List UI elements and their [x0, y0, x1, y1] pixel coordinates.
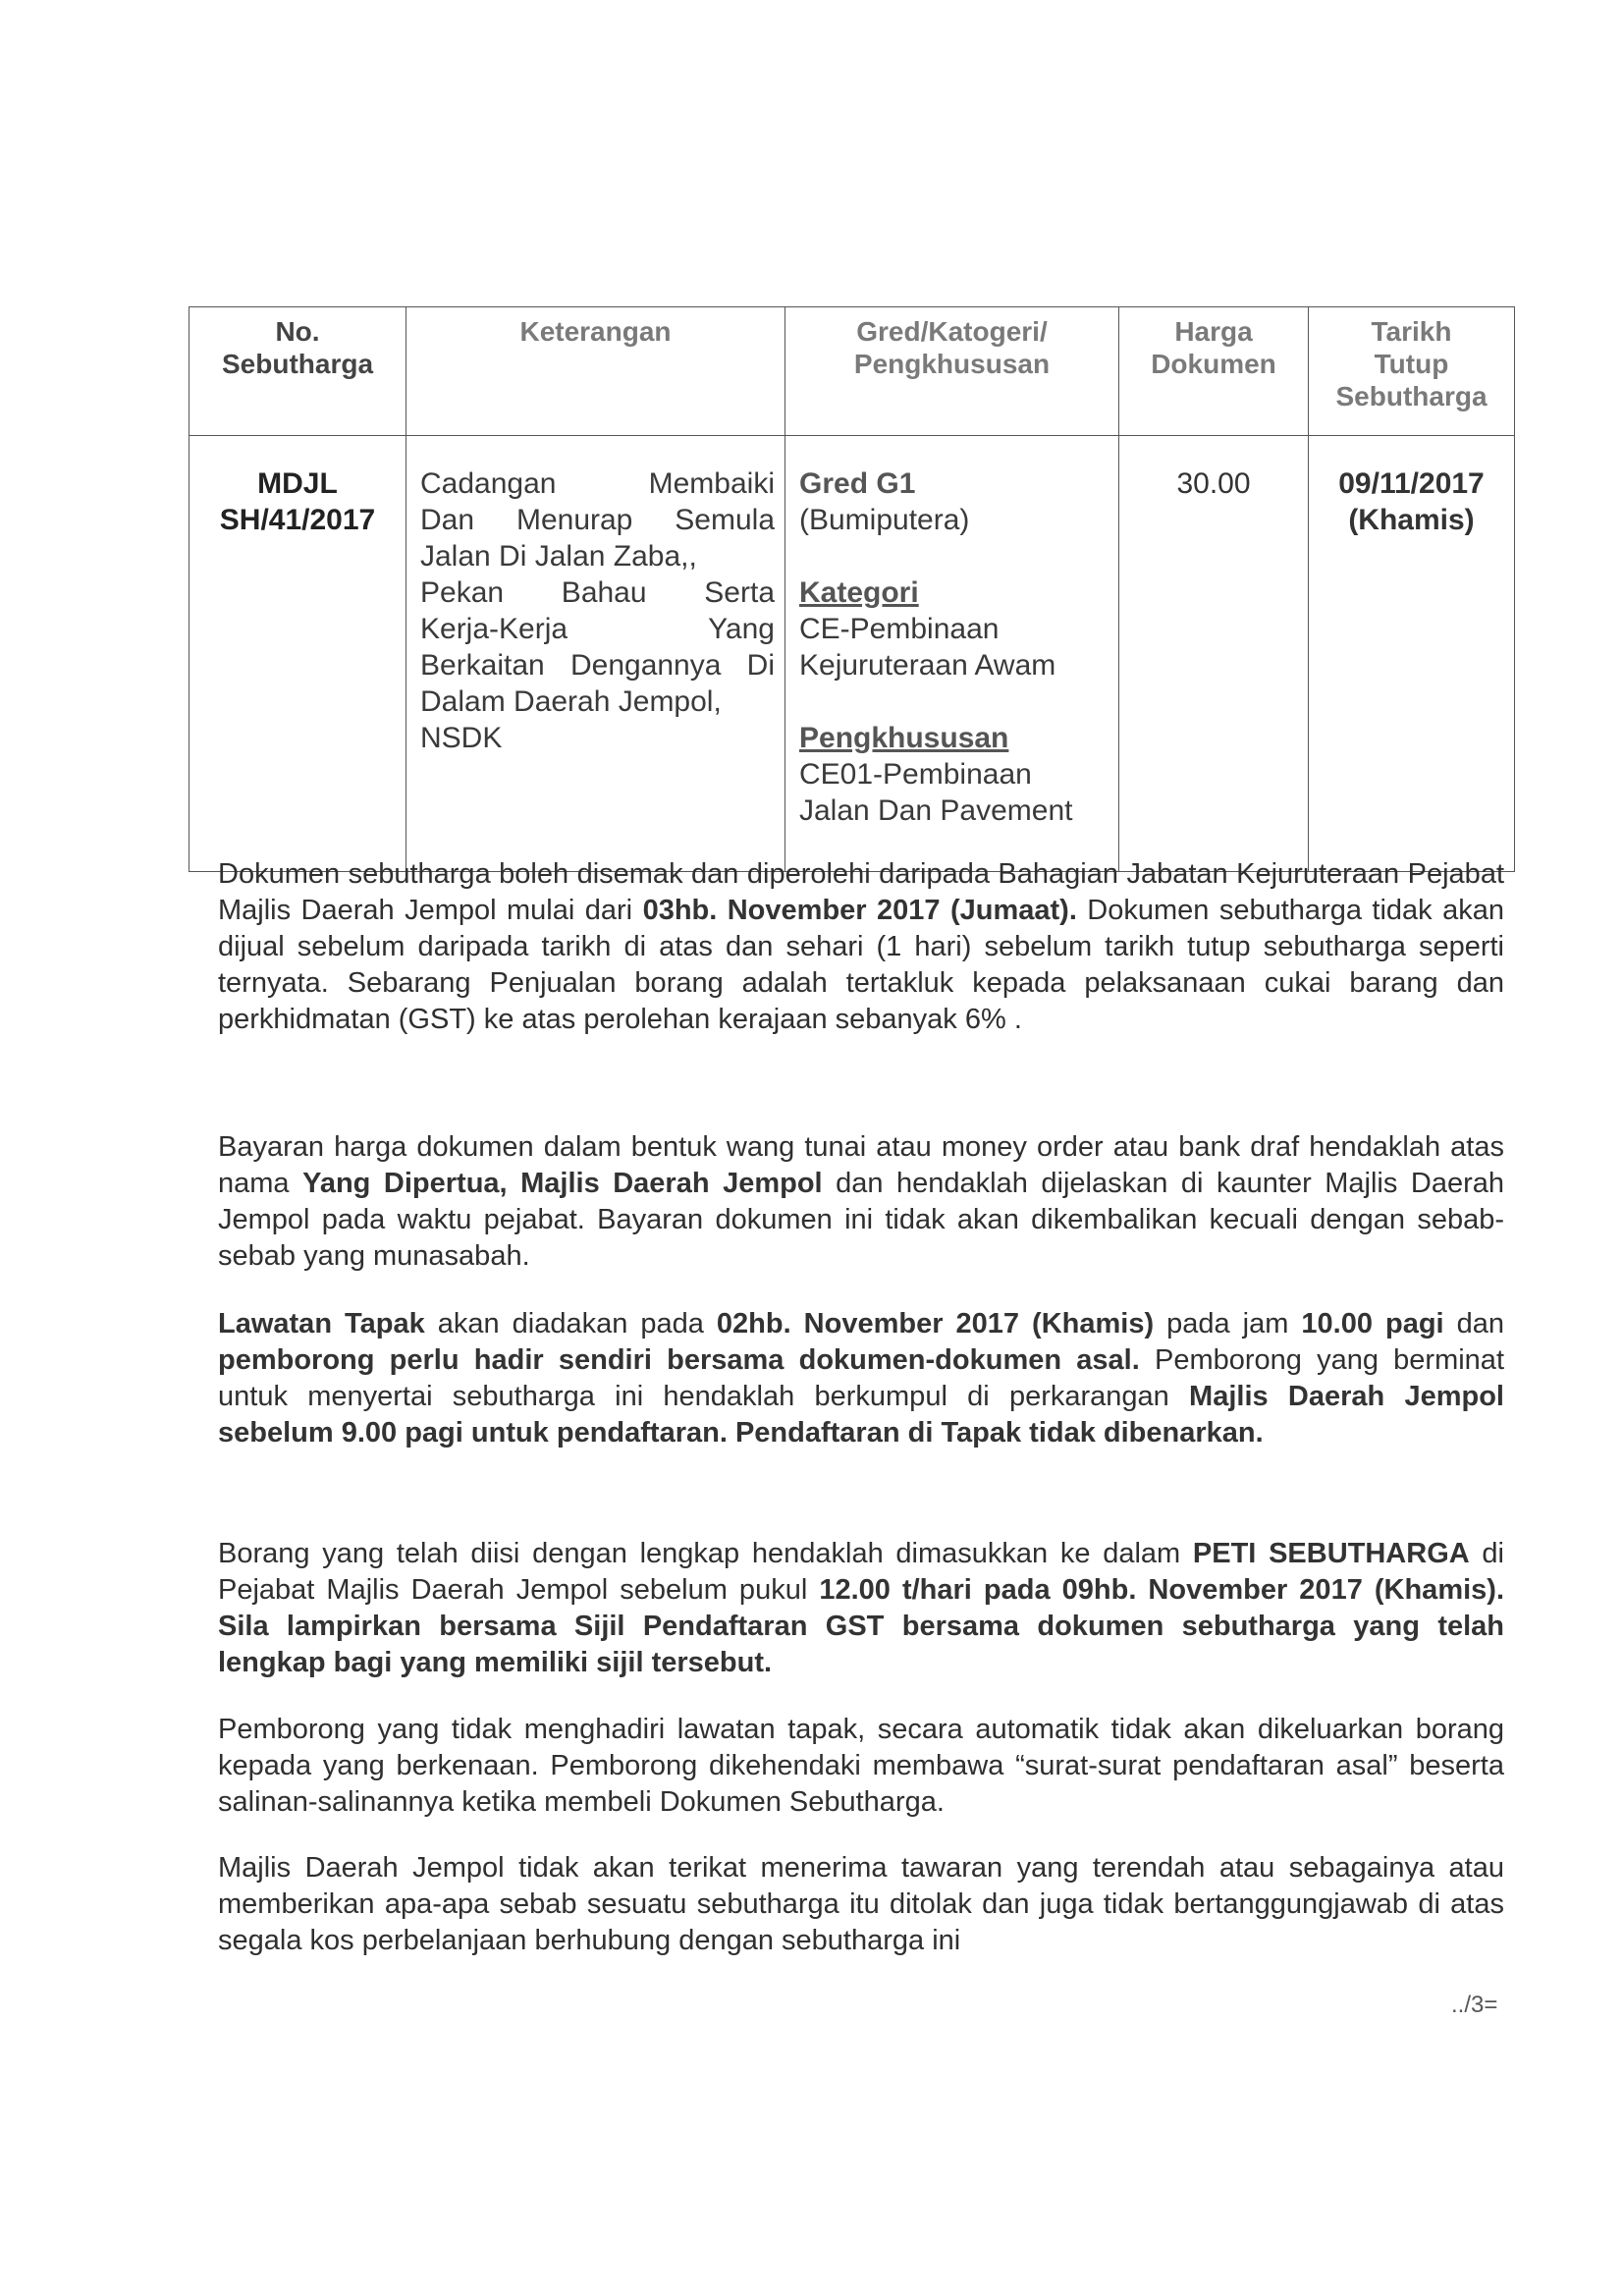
- paragraph-requirements: Pemborong yang tidak menghadiri lawatan tapak, secara automatik tidak akan dikeluarkan borang kepada yang berkenaan. Pemborong dikehendaki membawa “surat-surat pendaftaran asal” beserta salinan-salinannya ketika membeli Dokumen Sebutharga.: [218, 1714, 1504, 1818]
- cell-no-sebutharga: MDJL SH/41/2017: [189, 436, 406, 872]
- cell-keterangan: Cadangan Membaiki Dan Menurap Semula Jalan Di Jalan Zaba,, Pekan Bahau Serta Kerja-Kerja Yang Berkaitan Dengannya Di Dalam Daerah Jempol, NSDK: [406, 436, 785, 872]
- paragraph-disclaimer: Majlis Daerah Jempol tidak akan terikat menerima tawaran yang terendah atau sebagainya atau memberikan apa-apa sebab sesuatu sebutharga itu ditolak dan juga tidak bertanggungjawab di atas segala kos perbelanjaan berhubung dengan sebutharga ini: [218, 1852, 1504, 1956]
- kategori-title: Kategori: [799, 576, 919, 609]
- header-no-sebutharga: No. Sebutharga: [189, 307, 406, 436]
- paragraph-payment: Bayaran harga dokumen dalam bentuk wang tunai atau money order atau bank draf hendaklah atas nama Yang Dipertua, Majlis Daerah Jempol dan hendaklah dijelaskan di kaunter Majlis Daerah Jempol pada waktu pejabat. Bayaran dokumen ini tidak akan dikembalikan kecuali dengan sebab-sebab yang munasabah.: [218, 1131, 1505, 1272]
- tender-table: [189, 306, 1515, 872]
- header-gred-kategori: Gred/Katogeri/ Pengkhususan: [785, 307, 1119, 436]
- pengkhususan-title: Pengkhususan: [799, 722, 1009, 754]
- paragraph-submission: Borang yang telah diisi dengan lengkap hendaklah dimasukkan ke dalam PETI SEBUTHARGA di Pejabat Majlis Daerah Jempol sebelum pukul 12.00 t/hari pada 09hb. November 2017 (Khamis). Sila lampirkan bersama Sijil Pendaftaran GST bersama dokumen sebutharga yang telah lengkap bagi yang memiliki sijil tersebut.: [218, 1538, 1505, 1678]
- paragraph-document-availability: Dokumen sebutharga boleh disemak dan diperolehi daripada Bahagian Jabatan Kejuruteraan Pejabat Majlis Daerah Jempol mulai dari 03hb. November 2017 (Jumaat). Dokumen sebutharga tidak akan dijual sebelum daripada tarikh di atas dan sehari (1 hari) sebelum tarikh tutup sebutharga seperti ternyata. Sebarang Penjualan borang adalah tertakluk kepada pelaksanaan cukai barang dan perkhidmatan (GST) ke atas perolehan kerajaan sebanyak 6% .: [218, 858, 1504, 1035]
- cell-gred-kategori: Gred G1 (Bumiputera) Kategori CE-Pembinaan Kejuruteraan Awam Pengkhususan CE01-Pembinaan Jalan Dan Pavement: [785, 436, 1119, 872]
- cell-harga-dokumen: 30.00: [1119, 436, 1309, 872]
- header-keterangan: Keterangan: [406, 307, 785, 436]
- cell-tarikh-tutup: 09/11/2017 (Khamis): [1309, 436, 1515, 872]
- header-harga-dokumen: Harga Dokumen: [1119, 307, 1309, 436]
- paragraph-site-visit: Lawatan Tapak akan diadakan pada 02hb. November 2017 (Khamis) pada jam 10.00 pagi dan pemborong perlu hadir sendiri bersama dokumen-dokumen asal. Pemborong yang berminat untuk menyertai sebutharga ini hendaklah berkumpul di perkarangan Majlis Daerah Jempol sebelum 9.00 pagi untuk pendaftaran. Pendaftaran di Tapak tidak dibenarkan.: [218, 1308, 1505, 1449]
- header-tarikh-tutup: Tarikh Tutup Sebutharga: [1309, 307, 1515, 436]
- table-header-row: [189, 307, 1515, 436]
- page-reference: ../3=: [1451, 1992, 1498, 2018]
- gred-value: (Bumiputera): [799, 504, 970, 536]
- gred-title: Gred G1: [799, 467, 916, 500]
- table-row: [189, 436, 1515, 872]
